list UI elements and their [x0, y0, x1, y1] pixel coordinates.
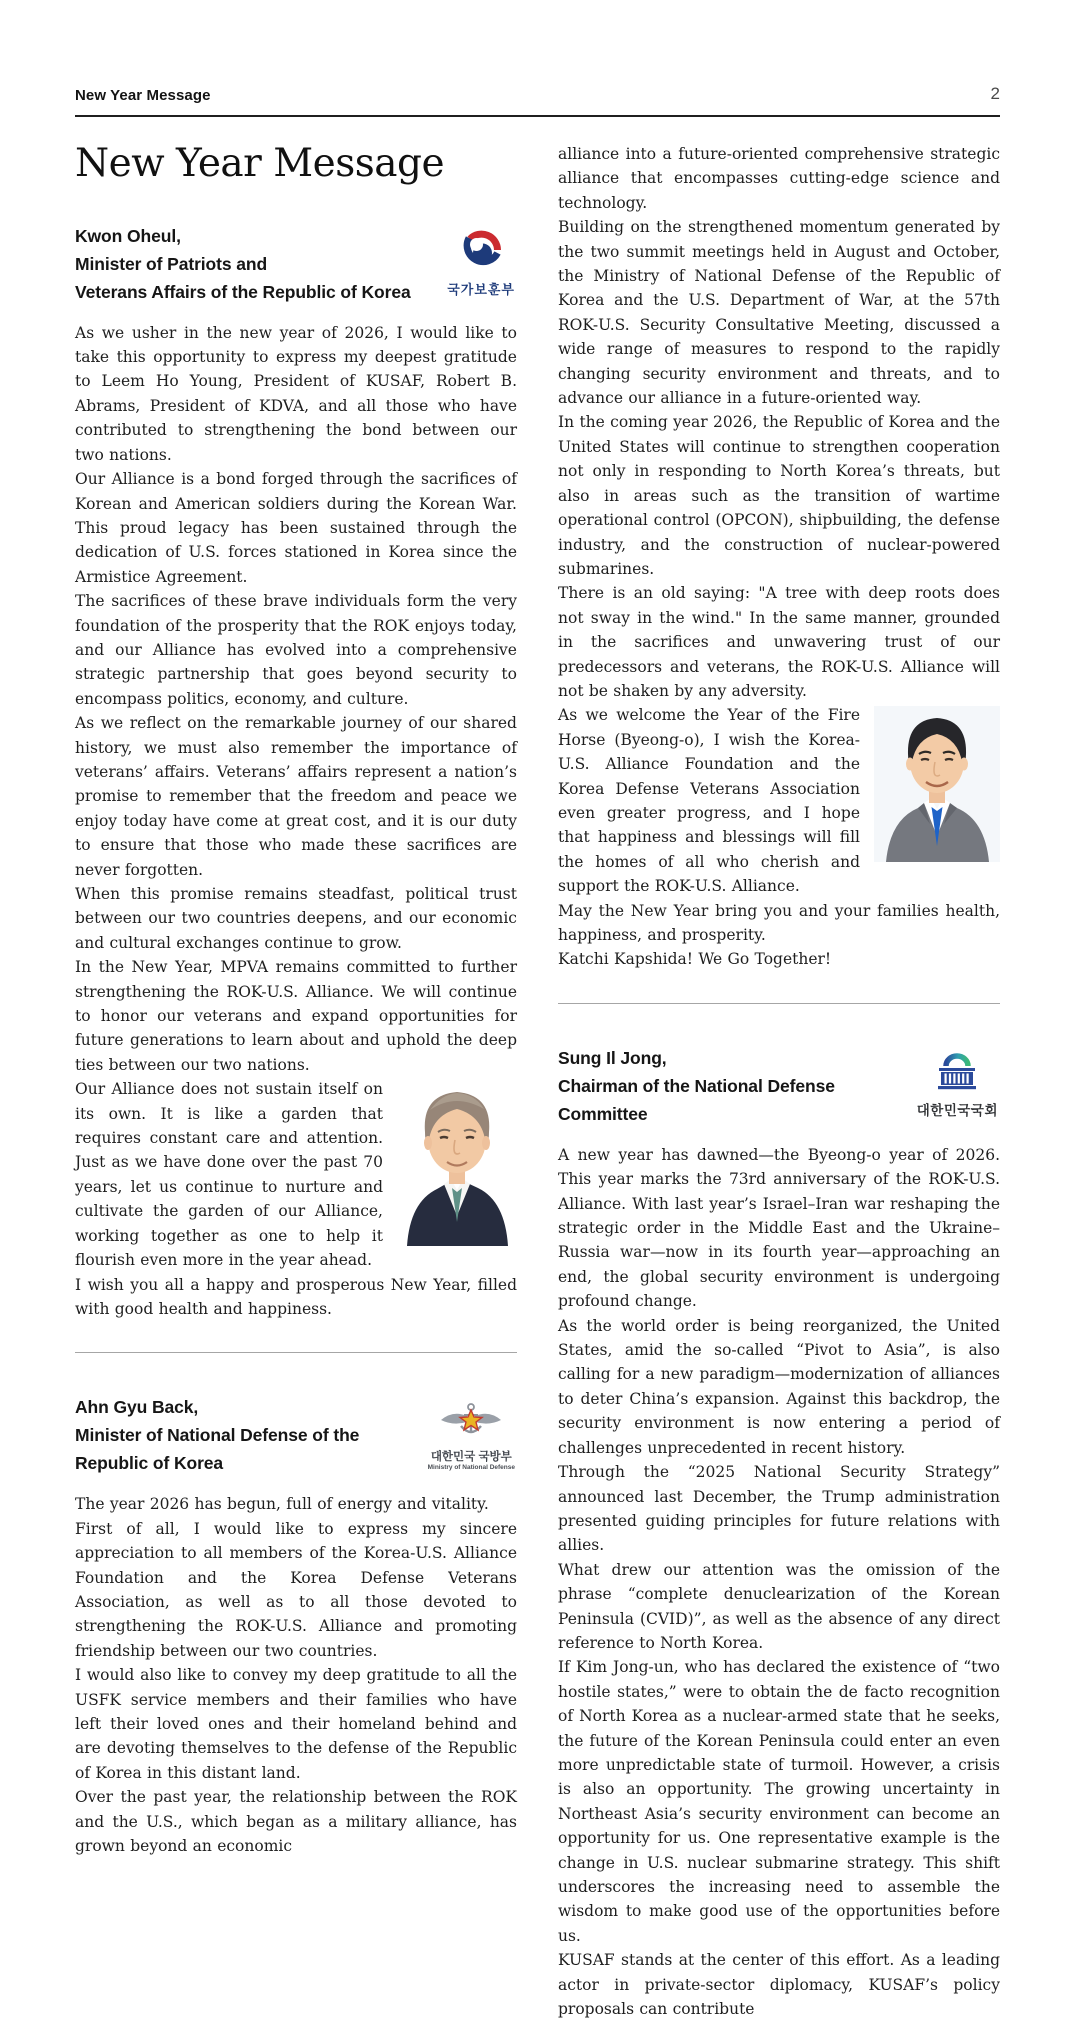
- paragraph: As we welcome the Year of the Fire Horse (Byeong-o), I wish the Korea-U.S. Alliance Foundation and the Korea Defense Veterans Association even greater progress, and I hope that happiness and blessings will fill the homes of all who cherish and support the ROK-U.S. Alliance.: [558, 706, 860, 896]
- paragraph: A new year has dawned—the Byeong-o year of 2026. This year marks the 73rd anniversary of the ROK-U.S. Alliance. With last year’s Israel–Iran war reshaping the strategic order in the Middle East and the Ukraine–Russia war—now in its fourth year—approaching an end, the global security environment is undergoing profound change.: [558, 1145, 1000, 1311]
- paragraph: In the coming year 2026, the Republic of Korea and the United States will continue to strengthen cooperation not only in responding to North Korea’s threats, but also in areas such as the transition of wartime operational control (OPCON), shipbuilding, the defense industry, and the construction of nuclear-powered submarines.: [558, 413, 1000, 578]
- paragraph: Our Alliance does not sustain itself on its own. It is like a garden that requires constant care and attention. Just as we have done over the past 70 years, let us continue to nurture and cultivate the garden of our Alliance, working together as one to help it flourish even more in the year ahead.: [75, 1080, 383, 1270]
- paragraph: May the New Year bring you and your families health, happiness, and prosperity.: [558, 901, 1000, 944]
- paragraph: As we reflect on the remarkable journey of our shared history, we must also remember the importance of veterans’ affairs. Veterans’ affairs represent a nation’s promise to remember that the freedom and peace we enjoy today have come at great cost, and it is our duty to ensure that those who made these sacrifices are never forgotten.: [75, 714, 517, 879]
- paragraph: The sacrifices of these brave individuals form the very foundation of the prosperity that the ROK enjoys today, and our Alliance has evolved into a comprehensive strategic partnership that goes beyond security to encompass politics, economy, and culture.: [75, 592, 517, 708]
- author-role-line1: Minister of Patriots and: [75, 253, 268, 274]
- national-assembly-logo: [917, 1053, 1000, 1119]
- author-role-line1: Chairman of the National Defense Committee: [558, 1075, 835, 1124]
- message-sung: [558, 1143, 1000, 2021]
- mpva-taegeuk-icon: [458, 258, 504, 277]
- paragraph: I wish you all a happy and prosperous New Year, filled with good health and happiness.: [75, 1275, 517, 1318]
- author-block-ahn-gyu-back: [75, 1393, 517, 1477]
- message-ahn-right: [558, 142, 1000, 972]
- page-title: New Year Message: [75, 141, 445, 186]
- running-header: [75, 0, 1000, 117]
- paragraph: There is an old saying: "A tree with deep roots does not sway in the wind." In the same manner, grounded in the sacrifices and unwavering trust of our predecessors and veterans, the ROK-U.S. Alliance will not be shaken by any adversity.: [558, 584, 1000, 700]
- portrait-ahn-gyu-back: [874, 706, 1000, 866]
- author-role-line1: Minister of National Defense of the: [75, 1425, 360, 1446]
- paragraph: What drew our attention was the omission of the phrase “complete denuclearization of the Korean Peninsula (CVID)”, as well as the absence of any direct reference to North Korea.: [558, 1560, 1000, 1652]
- paragraph: Our Alliance is a bond forged through the sacrifices of Korean and American soldiers during the Korean War. This proud legacy has been sustained through the dedication of U.S. forces stationed in Korea since the Armistice Agreement.: [75, 470, 517, 586]
- paragraph: Through the “2025 National Security Strategy” announced last December, the Trump administration presented guiding principles for future relations with allies.: [558, 1463, 1000, 1555]
- paragraph: Katchi Kapshida! We Go Together!: [558, 950, 832, 969]
- paragraph: In the New Year, MPVA remains committed to further strengthening the ROK-U.S. Alliance. We will continue to honor our veterans and expand opportunities for future generations to learn about and uphold the deep ties between our two nations.: [75, 958, 517, 1074]
- page-number: 2: [990, 84, 1000, 103]
- paragraph: alliance into a future-oriented comprehensive strategic alliance that encompasses cutting-edge science and technology.: [558, 145, 1000, 212]
- section-divider: [558, 1003, 1000, 1004]
- paragraph: The year 2026 has begun, full of energy and vitality.: [75, 1495, 489, 1514]
- right-column: [558, 142, 1000, 2021]
- paragraph: First of all, I would like to express my sincere appreciation to all members of the Korea-U.S. Alliance Foundation and the Korea Defense Veterans Association, as well as to all those devoted to strengthening the ROK-U.S. Alliance and promoting friendship between our two countries.: [75, 1519, 517, 1660]
- national-assembly-building-icon: [924, 1078, 990, 1097]
- author-role-line2: Republic of Korea: [75, 1453, 224, 1474]
- mpva-logo-caption: 국가보훈부: [447, 282, 515, 298]
- mnd-logo-subcaption: Ministry of National Defense: [427, 1463, 515, 1471]
- section-divider: [75, 1352, 517, 1353]
- author-role-line2: Veterans Affairs of the Republic of Korea: [75, 281, 411, 302]
- author-name: Sung Il Jong,: [558, 1047, 667, 1068]
- paragraph: As we usher in the new year of 2026, I would like to take this opportunity to express my deepest gratitude to Leem Ho Young, President of KUSAF, Robert B. Abrams, President of KDVA, and all those who have contributed to strengthening the bond between our two nations.: [75, 323, 517, 464]
- left-column: [75, 142, 517, 1858]
- mnd-logo-caption: 대한민국 국방부: [430, 1450, 512, 1463]
- paragraph: I would also like to convey my deep gratitude to all the USFK service members and their families who have left their loved ones and their homeland behind and are devoting themselves to the defense of the Republic of Korea in this distant land.: [75, 1666, 517, 1782]
- paragraph: When this promise remains steadfast, political trust between our two countries deepens, and our economic and cultural exchanges continue to grow.: [75, 885, 517, 952]
- author-name-role: [75, 222, 411, 306]
- mnd-emblem-icon: [437, 1427, 505, 1446]
- two-column-layout: [75, 142, 1000, 2021]
- portrait-kwon-oheul: [397, 1080, 517, 1250]
- author-name: Kwon Oheul,: [75, 225, 181, 246]
- author-name-role: [558, 1044, 917, 1128]
- author-name: Ahn Gyu Back,: [75, 1397, 199, 1418]
- mpva-logo: [447, 229, 517, 298]
- national-assembly-logo-caption: 대한민국국회: [916, 1102, 998, 1118]
- author-name-role: [75, 1393, 359, 1477]
- author-block-sung-il-jong: [558, 1044, 1000, 1128]
- paragraph: KUSAF stands at the center of this effort. As a leading actor in private-sector diplomacy, KUSAF’s policy proposals can contribute: [558, 1951, 1000, 2019]
- paragraph: Over the past year, the relationship between the ROK and the U.S., which began as a military alliance, has grown beyond an economic: [75, 1788, 517, 1856]
- message-kwon: [75, 321, 517, 1322]
- header-section-title: New Year Message: [75, 87, 211, 104]
- message-ahn-left: [75, 1492, 517, 1858]
- paragraph: Building on the strengthened momentum generated by the two summit meetings held in August and October, the Ministry of National Defense of the Republic of Korea and the U.S. Department of War, at the 57th ROK-U.S. Security Consultative Meeting, discussed a wide range of measures to respond to the rapidly changing security environment and threats, and to advance our alliance in a future-oriented way.: [558, 218, 1000, 408]
- paragraph: As the world order is being reorganized, the United States, amid the so-called “Pivot to Asia”, is also calling for a new paradigm—modernization of alliances to deter China’s expansion. Against this backdrop, the security environment is now entering a period of challenges unprecedented in recent history.: [558, 1316, 1000, 1457]
- paragraph: If Kim Jong-un, who has declared the existence of “two hostile states,” were to obtain the de facto recognition of North Korea as a nuclear-armed state that he seeks, the future of the Korean Peninsula could enter an even more unpredictable state of turmoil. However, a crisis is also an opportunity. The growing uncertainty in Northeast Asia’s security environment can become an opportunity for us. One representative example is the change in U.S. nuclear submarine strategy. This shift underscores the increasing need to assemble the wisdom to make good use of the opportunities before us.: [558, 1658, 1000, 1945]
- author-block-kwon-oheul: [75, 222, 517, 306]
- mnd-logo: [428, 1400, 517, 1471]
- photo-wrap-zone: [75, 1077, 517, 1321]
- photo-wrap-zone: [558, 703, 1000, 971]
